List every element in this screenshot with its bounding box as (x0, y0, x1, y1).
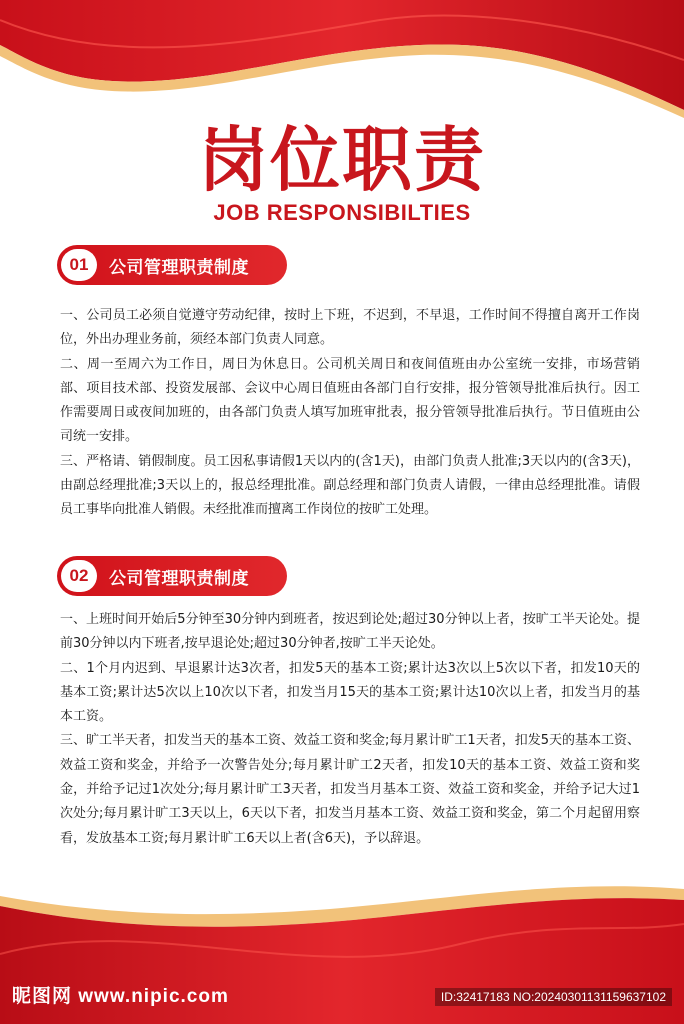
section-1-heading: 公司管理职责制度 (109, 257, 249, 278)
section-1-number: 01 (61, 249, 97, 281)
top-red-wave-decoration (0, 0, 684, 120)
section-2-heading: 公司管理职责制度 (109, 568, 249, 589)
section-1-paragraph-1: 一、公司员工必须自觉遵守劳动纪律，按时上下班，不迟到，不早退，工作时间不得擅自离开工作岗位，外出办理业务前，须经本部门负责人同意。 (60, 308, 640, 348)
watermark-id: ID:32417183 NO:20240301131159637102 (435, 988, 672, 1006)
section-2-header (57, 556, 287, 596)
section-1-header (57, 245, 287, 285)
section-2-paragraph-3: 三、旷工半天者，扣发当天的基本工资、效益工资和奖金;每月累计旷工1天者，扣发5天的基本工资、效益工资和奖金，并给予一次警告处分;每月累计旷工2天者，扣发10天的基本工资、效益工资和奖金，并给予记过1次处分;每月累计旷工3天者，扣发当月基本工资、效益工资和奖金，并给予记大过1次处分;每月累计旷工3天以上，6天以下者，扣发当月基本工资、效益工资和奖金，第二个月起留用察看，发放基本工资;每月累计旷工6天以上者(含6天)，予以辞退。 (60, 733, 640, 846)
section-2-body (60, 608, 640, 851)
page-subtitle: JOB RESPONSIBILTIES (213, 200, 471, 225)
section-1-paragraph-2: 二、周一至周六为工作日，周日为休息日。公司机关周日和夜间值班由办公室统一安排，市场营销部、项目技术部、投资发展部、会议中心周日值班由各部门自行安排，报分管领导批准后执行。因工作需要周日或夜间加班的，由各部门负责人填写加班审批表，报分管领导批准后执行。节日值班由公司统一安排。 (60, 356, 640, 445)
section-1-paragraph-3: 三、严格请、销假制度。员工因私事请假1天以内的(含1天)，由部门负责人批准;3天以内的(含3天)，由副总经理批准;3天以上的，报总经理批准。副总经理和部门负责人请假，一律由总经理批准。请假员工事毕向批准人销假。未经批准而擅离工作岗位的按旷工处理。 (60, 453, 640, 518)
section-2-number: 02 (61, 560, 97, 592)
section-2-paragraph-1: 一、上班时间开始后5分钟至30分钟内到班者，按迟到论处;超过30分钟以上者，按旷工半天论处。提前30分钟以内下班者,按早退论处;超过30分钟者,按旷工半天论处。 (60, 612, 640, 652)
page-title: 岗位职责 (198, 119, 486, 201)
title-block (0, 118, 684, 226)
section-1-body (60, 304, 640, 523)
section-2-paragraph-2: 二、1个月内迟到、早退累计达3次者，扣发5天的基本工资;累计达3次以上5次以下者，扣发10天的基本工资;累计达5次以上10次以下者，扣发当月15天的基本工资;累计达10次以上者，扣发当月的基本工资。 (60, 660, 640, 725)
watermark-site: 昵图网 www.nipic.com (12, 986, 229, 1007)
